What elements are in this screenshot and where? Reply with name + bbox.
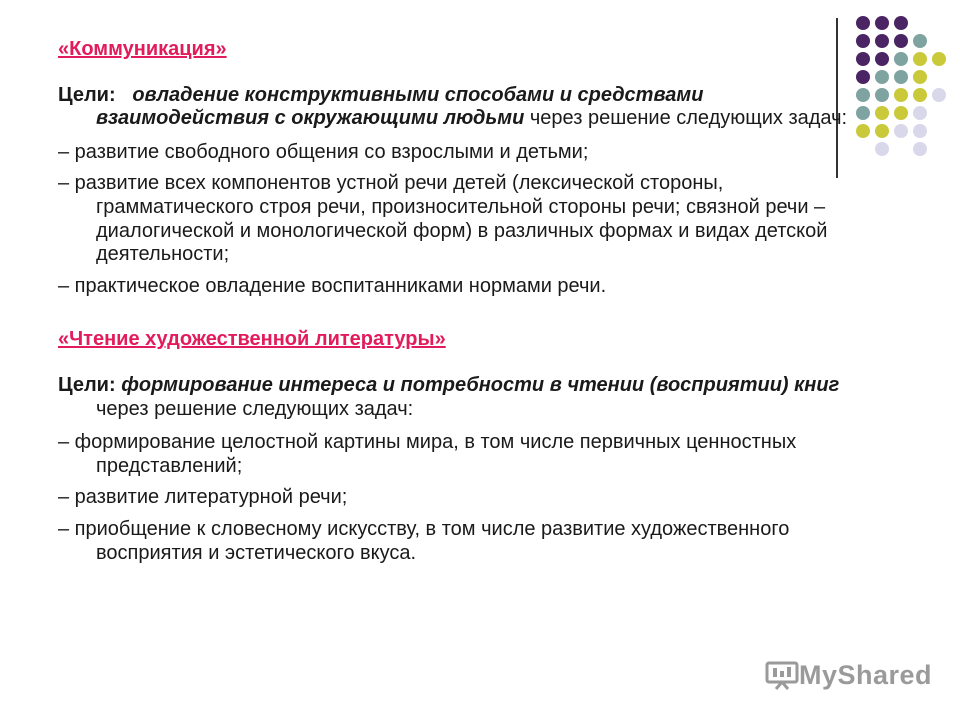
- decorative-dot-grid: [850, 12, 960, 152]
- list-item: – приобщение к словесному искусству, в том числе развитие художественного восприятия и эстетического вкуса.: [58, 517, 790, 564]
- goal-paragraph: [58, 374, 848, 421]
- dot: [894, 70, 908, 84]
- dot: [875, 106, 889, 120]
- dot: [894, 52, 908, 66]
- dot: [856, 106, 870, 120]
- myshared-watermark: [765, 655, 935, 695]
- dot: [875, 142, 889, 156]
- slide-content: [58, 38, 848, 565]
- goal-emphasis: овладение конструктивными способами и средствами взаимодействия с окружающими людьми: [96, 83, 704, 130]
- dot: [856, 70, 870, 84]
- dot: [894, 124, 908, 138]
- list-item: – развитие всех компонентов устной речи детей (лексической стороны, грамматического строя речи, произносительной стороны речи; связной речи – диалогической и монологической форм) в различных формах и видах детской деятельности;: [58, 172, 828, 266]
- list-item: – формирование целостной картины мира, в том числе первичных ценностных представлений;: [58, 431, 797, 477]
- dot: [875, 70, 889, 84]
- dot: [913, 106, 927, 120]
- list-item: – развитие литературной речи;: [58, 486, 348, 509]
- dot: [932, 52, 946, 66]
- dot: [894, 16, 908, 30]
- dot: [875, 16, 889, 30]
- list-item: – практическое овладение воспитанниками нормами речи.: [58, 274, 607, 297]
- dot: [913, 70, 927, 84]
- goal-rest: через решение следующих задач:: [96, 397, 414, 420]
- dot: [875, 34, 889, 48]
- dot: [913, 52, 927, 66]
- dot: [856, 16, 870, 30]
- goal-emphasis: формирование интереса и потребности в чтении (восприятии) книг: [121, 373, 840, 396]
- dot: [913, 34, 927, 48]
- goal-paragraph: [58, 84, 848, 131]
- list-item: – развитие свободного общения со взрослыми и детьми;: [58, 140, 589, 163]
- dot: [856, 34, 870, 48]
- dot: [856, 88, 870, 102]
- dot: [875, 124, 889, 138]
- dot: [894, 88, 908, 102]
- goal-rest: через решение следующих задач:: [529, 107, 848, 130]
- section-title: «Коммуникация»: [58, 38, 227, 60]
- dot: [913, 142, 927, 156]
- goal-label: Цели:: [58, 373, 116, 396]
- section-title: «Чтение художественной литературы»: [58, 328, 446, 351]
- watermark-text: MyShared: [799, 659, 933, 690]
- dot: [894, 34, 908, 48]
- section-communication: [58, 38, 848, 298]
- dot: [894, 106, 908, 120]
- dot: [875, 52, 889, 66]
- presentation-icon: [765, 660, 799, 690]
- dot: [932, 88, 946, 102]
- dot: [856, 52, 870, 66]
- section-reading: [58, 328, 848, 565]
- dot: [913, 88, 927, 102]
- dot: [856, 124, 870, 138]
- goal-label: Цели:: [58, 83, 116, 106]
- dot: [875, 88, 889, 102]
- dot: [913, 124, 927, 138]
